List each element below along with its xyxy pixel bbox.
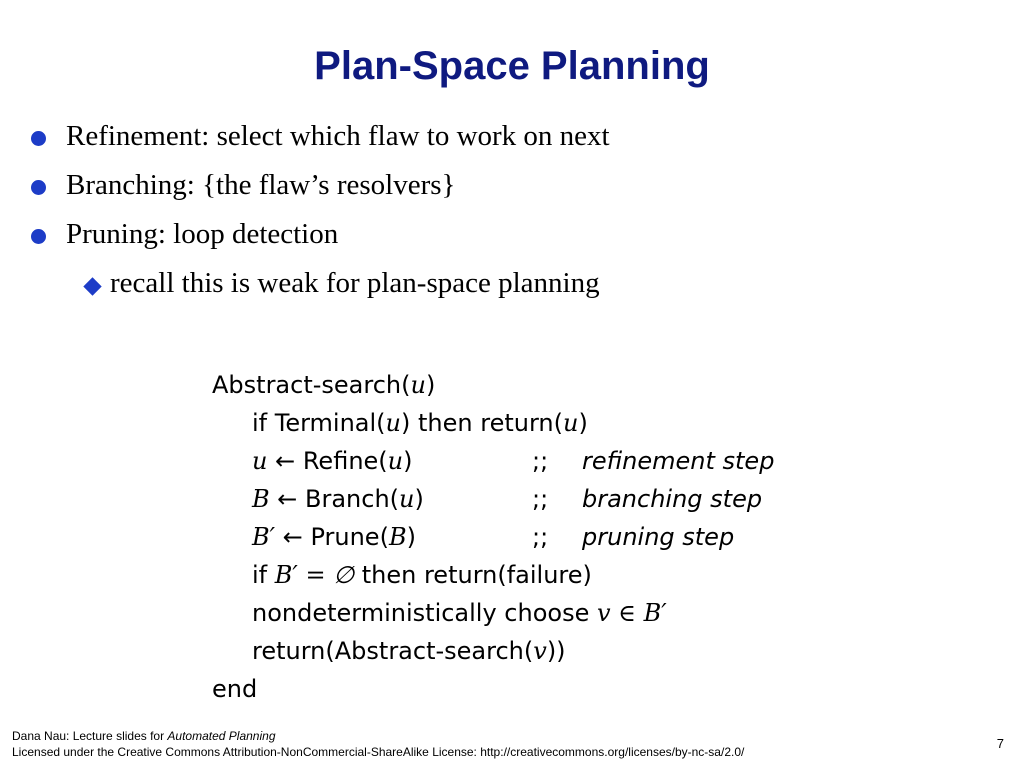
algo-line-choose bbox=[252, 594, 667, 632]
bullet-branching: Branching: {the flaw’s resolvers} bbox=[66, 169, 456, 201]
algo-math: B′ = ∅ bbox=[274, 561, 355, 589]
algo-text: ) bbox=[414, 485, 424, 513]
comment-marker: ;; bbox=[532, 485, 549, 513]
algo-math: u bbox=[410, 371, 426, 399]
bullet-refinement: Refinement: select which flaw to work on next bbox=[66, 120, 610, 152]
slide-title: Plan-Space Planning bbox=[314, 44, 710, 88]
comment-marker: ;; bbox=[532, 447, 549, 475]
algo-line-end: end bbox=[212, 675, 258, 703]
algo-line-refine bbox=[252, 442, 792, 480]
algo-line-branch bbox=[252, 480, 792, 518]
algo-text: ) bbox=[403, 447, 413, 475]
algo-text: ) then return( bbox=[401, 409, 563, 437]
algo-text: nondeterministically choose bbox=[252, 599, 597, 627]
algo-text: ← Prune( bbox=[275, 523, 389, 551]
algo-line-failure bbox=[252, 556, 592, 594]
page-number: 7 bbox=[996, 736, 1004, 751]
bullet-dot-icon bbox=[31, 180, 46, 195]
algo-text: ) bbox=[406, 523, 416, 551]
footer bbox=[12, 728, 744, 760]
algo-math: B bbox=[252, 485, 270, 513]
algo-text: ) bbox=[425, 371, 436, 399]
algo-math: B bbox=[388, 523, 407, 551]
algo-text: ) bbox=[578, 409, 588, 437]
footer-license: Licensed under the Creative Commons Attribution-NonCommercial-ShareAlike License: http://creativecommons.org/licenses/by-nc-sa/2.0/ bbox=[12, 745, 745, 759]
footer-book-title: Automated Planning bbox=[167, 729, 276, 743]
comment-text: refinement step bbox=[582, 447, 775, 475]
algo-math: v ∈ B′ bbox=[596, 599, 667, 627]
algo-math: u bbox=[385, 409, 402, 437]
algo-text: return(Abstract-search( bbox=[252, 637, 534, 665]
algo-text: then return(failure) bbox=[354, 561, 592, 589]
algo-text: if bbox=[252, 561, 275, 589]
comment-marker: ;; bbox=[532, 523, 549, 551]
algo-text: ← Refine( bbox=[267, 447, 388, 475]
algo-math: u bbox=[562, 409, 579, 437]
algo-text: Abstract-search( bbox=[212, 371, 411, 399]
comment-text: branching step bbox=[582, 485, 763, 513]
algo-line-terminal bbox=[252, 404, 588, 442]
bullet-dot-icon bbox=[31, 229, 46, 244]
bullet-pruning: Pruning: loop detection bbox=[66, 218, 339, 250]
algo-math: u bbox=[387, 447, 404, 475]
algo-line-header bbox=[212, 366, 435, 404]
footer-text: Dana Nau: Lecture slides for bbox=[12, 729, 168, 743]
algo-line-prune bbox=[252, 518, 792, 556]
algo-text: if Terminal( bbox=[252, 409, 386, 437]
comment-text: pruning step bbox=[582, 523, 735, 551]
algo-line-return bbox=[252, 632, 566, 670]
algo-text: )) bbox=[546, 637, 566, 665]
algo-math: u bbox=[252, 447, 268, 475]
algo-math: B′ bbox=[252, 523, 276, 551]
footer-attribution bbox=[12, 728, 744, 744]
algo-text: ← Branch( bbox=[269, 485, 400, 513]
algo-math: v bbox=[533, 637, 547, 665]
bullet-dot-icon bbox=[31, 131, 46, 146]
algo-math: u bbox=[399, 485, 415, 513]
sub-bullet-recall: recall this is weak for plan-space planning bbox=[110, 267, 600, 299]
sub-bullet-diamond-icon bbox=[83, 277, 101, 295]
